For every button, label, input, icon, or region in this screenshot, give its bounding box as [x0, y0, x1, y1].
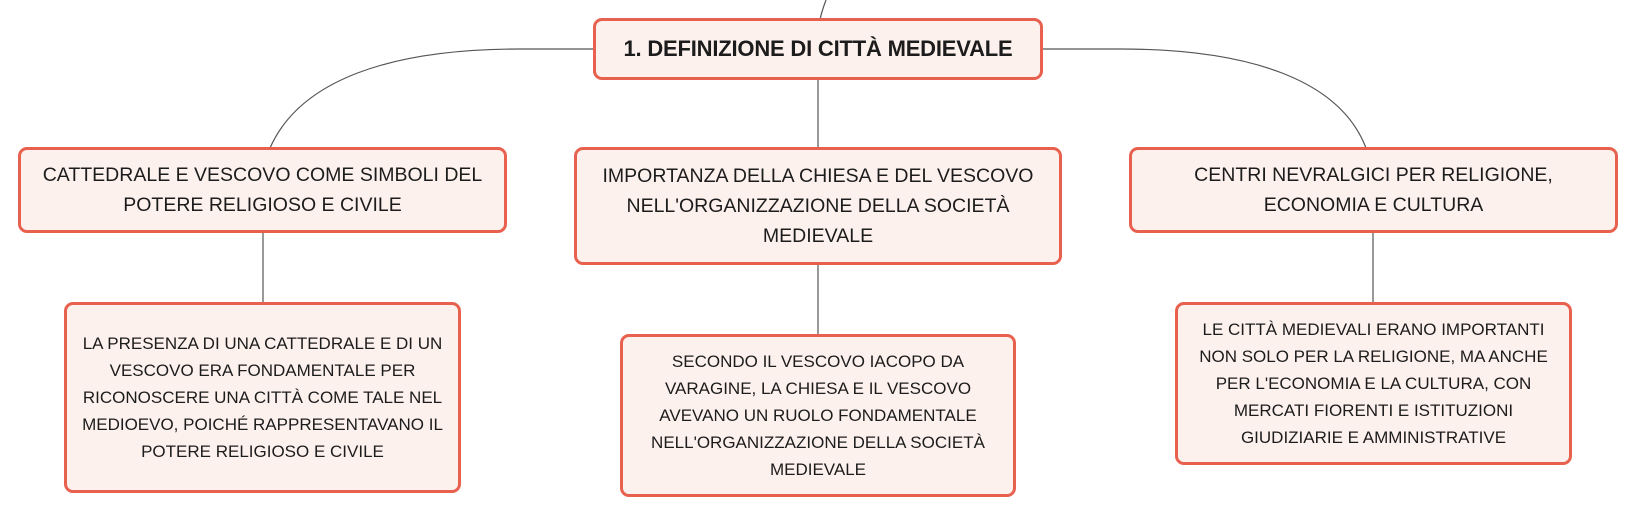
- topic-cathedral-bishop[interactable]: [18, 147, 507, 233]
- topic-label: IMPORTANZA DELLA CHIESA E DEL VESCOVO NELL'ORGANIZZAZIONE DELLA SOCIETÀ MEDIEVALE: [602, 165, 1034, 247]
- detail-nerve-centers[interactable]: [1175, 302, 1572, 465]
- topic-label: CATTEDRALE E VESCOVO COME SIMBOLI DEL POTERE RELIGIOSO E CIVILE: [42, 164, 483, 216]
- root-topic-label: 1. DEFINIZIONE DI CITTÀ MEDIEVALE: [623, 36, 1013, 61]
- topic-nerve-centers[interactable]: [1129, 147, 1618, 233]
- root-topic[interactable]: [593, 18, 1043, 80]
- topic-label: CENTRI NEVRALGICI PER RELIGIONE, ECONOMIA E CULTURA: [1194, 164, 1553, 216]
- connector-root-to-topic-1: [270, 49, 594, 148]
- detail-text: SECONDO IL VESCOVO IACOPO DA VARAGINE, LA CHIESA E IL VESCOVO AVEVANO UN RUOLO FONDAMENTALE NELL'ORGANIZZAZIONE DELLA SOCIETÀ MEDIEVALE: [651, 352, 985, 479]
- connector-incoming: [820, 0, 826, 20]
- detail-cathedral-bishop[interactable]: [64, 302, 461, 493]
- detail-text: LA PRESENZA DI UNA CATTEDRALE E DI UN VESCOVO ERA FONDAMENTALE PER RICONOSCERE UNA CITTÀ COME TALE NEL MEDIOEVO, POICHÉ RAPPRESENTAVANO IL POTERE RELIGIOSO E CIVILE: [82, 334, 443, 461]
- detail-text: LE CITTÀ MEDIEVALI ERANO IMPORTANTI NON SOLO PER LA RELIGIONE, MA ANCHE PER L'ECONOMIA E LA CULTURA, CON MERCATI FIORENTI E ISTITUZIONI GIUDIZIARIE E AMMINISTRATIVE: [1199, 320, 1548, 447]
- detail-church-importance[interactable]: [620, 334, 1016, 497]
- connector-root-to-topic-3: [1042, 49, 1366, 148]
- topic-church-importance[interactable]: [574, 147, 1062, 265]
